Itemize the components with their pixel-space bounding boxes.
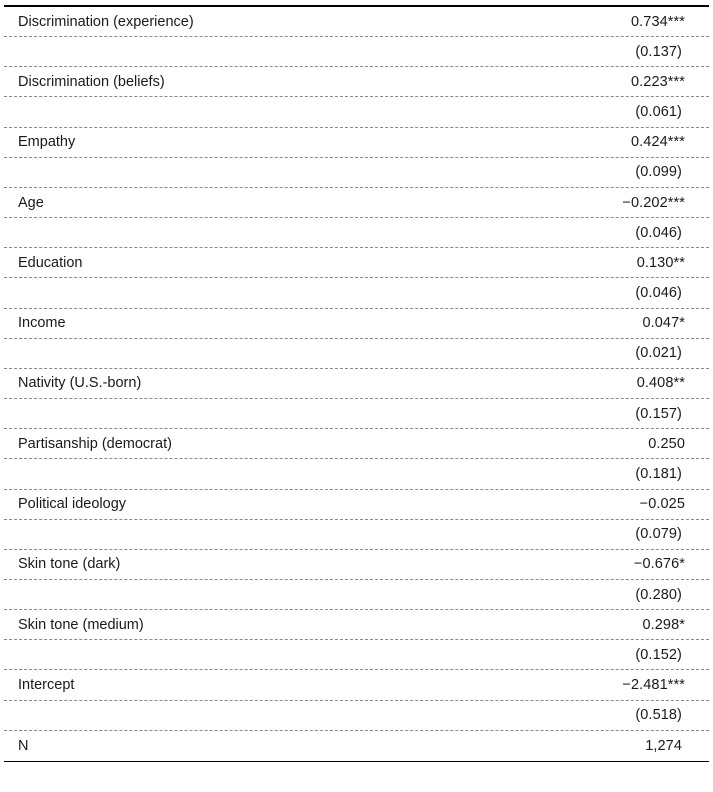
table-row bbox=[4, 550, 709, 580]
row-label: Discrimination (beliefs) bbox=[18, 73, 165, 90]
standard-error-value: (0.061) bbox=[635, 104, 682, 121]
table-row bbox=[4, 97, 709, 127]
standard-error-value: (0.152) bbox=[635, 646, 682, 663]
n-value: 1,274 bbox=[645, 737, 682, 754]
standard-error-value: (0.046) bbox=[635, 284, 682, 301]
table-row bbox=[4, 278, 709, 308]
row-label: Education bbox=[18, 254, 83, 271]
coefficient-value: −0.025 bbox=[639, 496, 685, 513]
row-label: Intercept bbox=[18, 677, 75, 694]
coefficient-value: 0.408** bbox=[636, 375, 685, 392]
n-row bbox=[4, 731, 709, 761]
table-row bbox=[4, 640, 709, 670]
table-row bbox=[4, 218, 709, 248]
standard-error-value: (0.021) bbox=[635, 345, 682, 362]
table-row bbox=[4, 158, 709, 188]
row-label: Discrimination (experience) bbox=[18, 13, 194, 30]
coefficient-value: −2.481*** bbox=[622, 677, 685, 694]
row-label: Empathy bbox=[18, 134, 76, 151]
table-row bbox=[4, 67, 709, 97]
row-label: Partisanship (democrat) bbox=[18, 435, 172, 452]
table-row bbox=[4, 701, 709, 731]
table-row bbox=[4, 128, 709, 158]
table-row bbox=[4, 520, 709, 550]
table-row bbox=[4, 369, 709, 399]
table-row bbox=[4, 37, 709, 67]
standard-error-value: (0.181) bbox=[635, 465, 682, 482]
row-label: Skin tone (medium) bbox=[18, 616, 144, 633]
row-label: Skin tone (dark) bbox=[18, 556, 121, 573]
table-row bbox=[4, 429, 709, 459]
table-row bbox=[4, 309, 709, 339]
standard-error-value: (0.046) bbox=[635, 224, 682, 241]
coefficient-value: 0.734*** bbox=[630, 13, 685, 30]
standard-error-value: (0.157) bbox=[635, 405, 682, 422]
table-row bbox=[4, 610, 709, 640]
table-row bbox=[4, 490, 709, 520]
coefficient-value: 0.047* bbox=[642, 315, 685, 332]
table-row bbox=[4, 399, 709, 429]
table-row bbox=[4, 7, 709, 37]
coefficient-value: 0.424*** bbox=[630, 134, 685, 151]
table-row bbox=[4, 459, 709, 489]
standard-error-value: (0.518) bbox=[635, 707, 682, 724]
table-row bbox=[4, 248, 709, 278]
coefficient-value: −0.676* bbox=[633, 556, 685, 573]
row-label: Political ideology bbox=[18, 496, 127, 513]
table-row bbox=[4, 580, 709, 610]
standard-error-value: (0.137) bbox=[635, 43, 682, 60]
row-label: Age bbox=[18, 194, 44, 211]
coefficient-value: 0.130** bbox=[636, 254, 685, 271]
standard-error-value: (0.280) bbox=[635, 586, 682, 603]
table-row bbox=[4, 188, 709, 218]
standard-error-value: (0.099) bbox=[635, 164, 682, 181]
n-label: N bbox=[18, 737, 29, 754]
regression-table bbox=[4, 5, 709, 762]
coefficient-value: −0.202*** bbox=[622, 194, 685, 211]
row-label: Nativity (U.S.-born) bbox=[18, 375, 142, 392]
coefficient-value: 0.223*** bbox=[630, 73, 685, 90]
table-row bbox=[4, 339, 709, 369]
coefficient-value: 0.298* bbox=[642, 616, 685, 633]
table-row bbox=[4, 670, 709, 700]
standard-error-value: (0.079) bbox=[635, 526, 682, 543]
coefficient-value: 0.250 bbox=[648, 435, 685, 452]
row-label: Income bbox=[18, 315, 66, 332]
